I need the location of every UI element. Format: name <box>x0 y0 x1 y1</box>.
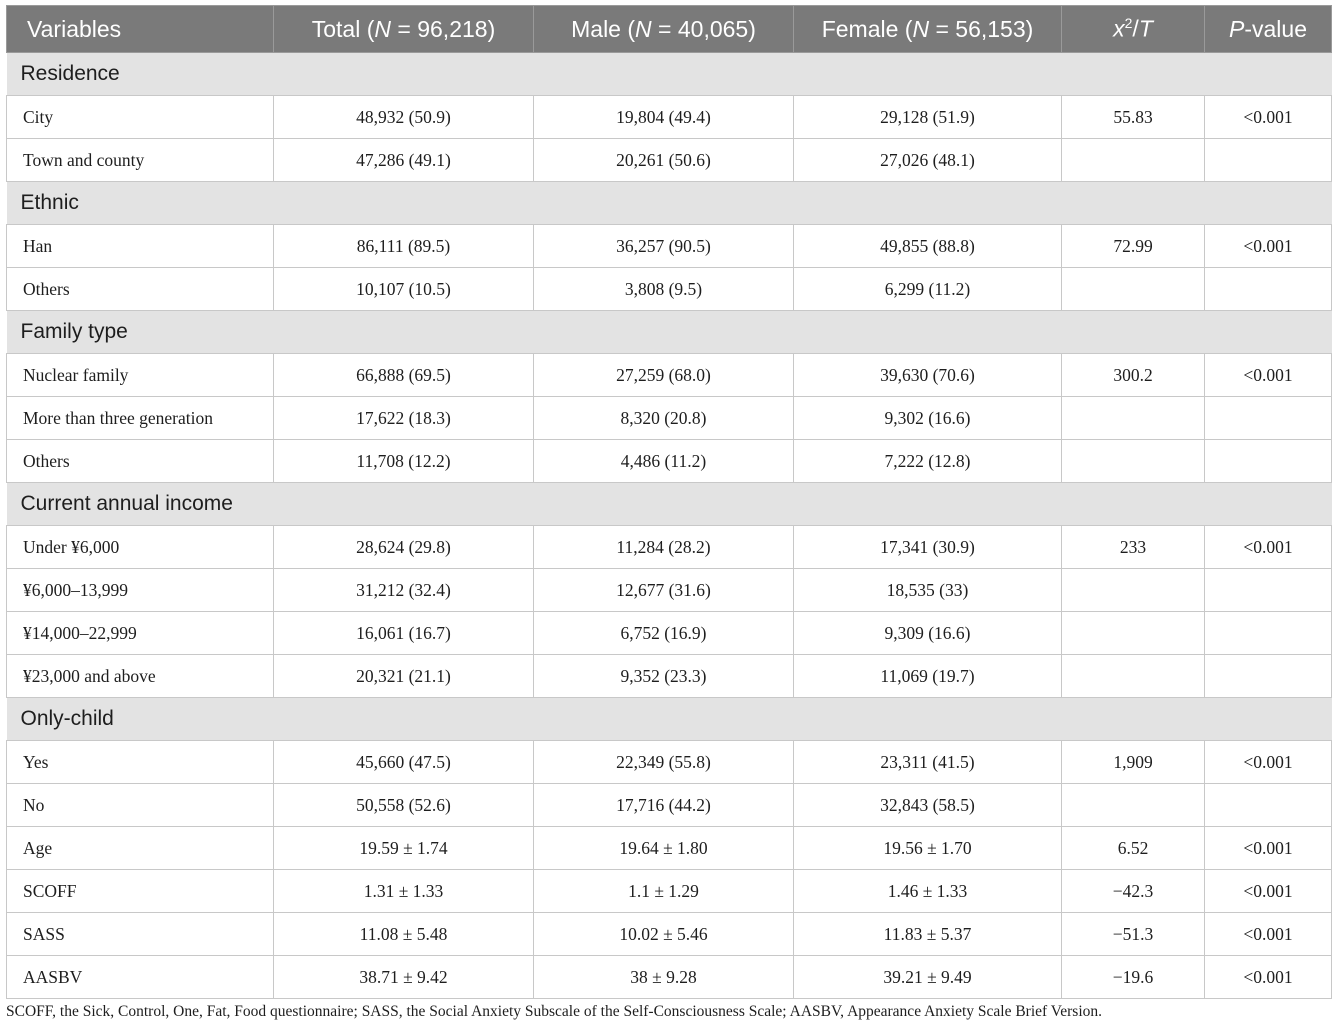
cell-male: 22,349 (55.8) <box>534 741 794 784</box>
cell-male: 38 ± 9.28 <box>534 956 794 999</box>
cell-female: 9,302 (16.6) <box>794 397 1062 440</box>
cell-stat <box>1062 612 1205 655</box>
cell-female: 11,069 (19.7) <box>794 655 1062 698</box>
cell-total: 45,660 (47.5) <box>274 741 534 784</box>
section-row <box>7 182 1332 225</box>
cell-female: 49,855 (88.8) <box>794 225 1062 268</box>
cell-male: 8,320 (20.8) <box>534 397 794 440</box>
section-title: Ethnic <box>7 182 1332 225</box>
cell-p <box>1205 655 1332 698</box>
cell-p: <0.001 <box>1205 913 1332 956</box>
section-title: Residence <box>7 53 1332 96</box>
section-row <box>7 483 1332 526</box>
cell-label: Others <box>7 440 274 483</box>
cell-total: 11.08 ± 5.48 <box>274 913 534 956</box>
cell-total: 50,558 (52.6) <box>274 784 534 827</box>
cell-total: 47,286 (49.1) <box>274 139 534 182</box>
table-row <box>7 354 1332 397</box>
cell-p: <0.001 <box>1205 741 1332 784</box>
demographics-table <box>6 5 1332 999</box>
cell-label: City <box>7 96 274 139</box>
table-row <box>7 612 1332 655</box>
cell-male: 4,486 (11.2) <box>534 440 794 483</box>
table-row <box>7 225 1332 268</box>
table-row <box>7 827 1332 870</box>
cell-label: SCOFF <box>7 870 274 913</box>
cell-stat: 233 <box>1062 526 1205 569</box>
cell-label: Yes <box>7 741 274 784</box>
header-male: Male (N = 40,065) <box>534 6 794 53</box>
cell-label: Others <box>7 268 274 311</box>
cell-p <box>1205 440 1332 483</box>
cell-total: 16,061 (16.7) <box>274 612 534 655</box>
header-row <box>7 6 1332 53</box>
cell-total: 20,321 (21.1) <box>274 655 534 698</box>
cell-male: 27,259 (68.0) <box>534 354 794 397</box>
cell-female: 23,311 (41.5) <box>794 741 1062 784</box>
cell-female: 17,341 (30.9) <box>794 526 1062 569</box>
section-row <box>7 698 1332 741</box>
cell-stat: −42.3 <box>1062 870 1205 913</box>
cell-stat <box>1062 397 1205 440</box>
table-row <box>7 913 1332 956</box>
cell-female: 29,128 (51.9) <box>794 96 1062 139</box>
cell-female: 6,299 (11.2) <box>794 268 1062 311</box>
cell-total: 17,622 (18.3) <box>274 397 534 440</box>
section-title: Only-child <box>7 698 1332 741</box>
cell-p: <0.001 <box>1205 96 1332 139</box>
cell-female: 7,222 (12.8) <box>794 440 1062 483</box>
cell-stat: 300.2 <box>1062 354 1205 397</box>
cell-male: 3,808 (9.5) <box>534 268 794 311</box>
cell-p <box>1205 268 1332 311</box>
cell-stat: −19.6 <box>1062 956 1205 999</box>
cell-male: 17,716 (44.2) <box>534 784 794 827</box>
cell-female: 32,843 (58.5) <box>794 784 1062 827</box>
table-row <box>7 139 1332 182</box>
cell-stat <box>1062 139 1205 182</box>
cell-male: 11,284 (28.2) <box>534 526 794 569</box>
cell-male: 9,352 (23.3) <box>534 655 794 698</box>
cell-stat <box>1062 655 1205 698</box>
table-row <box>7 268 1332 311</box>
cell-label: Nuclear family <box>7 354 274 397</box>
cell-label: SASS <box>7 913 274 956</box>
section-title: Family type <box>7 311 1332 354</box>
cell-female: 39.21 ± 9.49 <box>794 956 1062 999</box>
cell-total: 19.59 ± 1.74 <box>274 827 534 870</box>
cell-p <box>1205 612 1332 655</box>
cell-label: ¥14,000–22,999 <box>7 612 274 655</box>
cell-stat <box>1062 784 1205 827</box>
header-total: Total (N = 96,218) <box>274 6 534 53</box>
cell-male: 12,677 (31.6) <box>534 569 794 612</box>
cell-total: 38.71 ± 9.42 <box>274 956 534 999</box>
section-title: Current annual income <box>7 483 1332 526</box>
cell-male: 20,261 (50.6) <box>534 139 794 182</box>
cell-label: More than three generation <box>7 397 274 440</box>
cell-p: <0.001 <box>1205 354 1332 397</box>
cell-label: Under ¥6,000 <box>7 526 274 569</box>
cell-male: 19.64 ± 1.80 <box>534 827 794 870</box>
cell-male: 19,804 (49.4) <box>534 96 794 139</box>
table-header <box>7 6 1332 53</box>
cell-total: 28,624 (29.8) <box>274 526 534 569</box>
cell-total: 10,107 (10.5) <box>274 268 534 311</box>
table-row <box>7 870 1332 913</box>
cell-stat: −51.3 <box>1062 913 1205 956</box>
header-female: Female (N = 56,153) <box>794 6 1062 53</box>
table-row <box>7 741 1332 784</box>
cell-label: Age <box>7 827 274 870</box>
cell-female: 18,535 (33) <box>794 569 1062 612</box>
table-row <box>7 96 1332 139</box>
table-row <box>7 569 1332 612</box>
cell-female: 27,026 (48.1) <box>794 139 1062 182</box>
table-row <box>7 956 1332 999</box>
cell-label: AASBV <box>7 956 274 999</box>
cell-total: 66,888 (69.5) <box>274 354 534 397</box>
cell-female: 19.56 ± 1.70 <box>794 827 1062 870</box>
cell-stat <box>1062 569 1205 612</box>
cell-total: 11,708 (12.2) <box>274 440 534 483</box>
table-body <box>7 53 1332 999</box>
cell-stat <box>1062 440 1205 483</box>
header-p-value: P-value <box>1205 6 1332 53</box>
cell-female: 11.83 ± 5.37 <box>794 913 1062 956</box>
cell-p <box>1205 139 1332 182</box>
table-row <box>7 655 1332 698</box>
cell-p: <0.001 <box>1205 526 1332 569</box>
cell-label: No <box>7 784 274 827</box>
cell-p: <0.001 <box>1205 827 1332 870</box>
cell-total: 48,932 (50.9) <box>274 96 534 139</box>
cell-label: ¥6,000–13,999 <box>7 569 274 612</box>
cell-label: ¥23,000 and above <box>7 655 274 698</box>
cell-stat: 72.99 <box>1062 225 1205 268</box>
cell-male: 6,752 (16.9) <box>534 612 794 655</box>
cell-male: 10.02 ± 5.46 <box>534 913 794 956</box>
cell-label: Town and county <box>7 139 274 182</box>
table-row <box>7 784 1332 827</box>
cell-p: <0.001 <box>1205 870 1332 913</box>
section-row <box>7 311 1332 354</box>
table-footnote: SCOFF, the Sick, Control, One, Fat, Food questionnaire; SASS, the Social Anxiety Subscale of the Self-Consciousness Scale; AASBV, Appearance Anxiety Scale Brief Version. <box>6 1003 1103 1020</box>
cell-p <box>1205 784 1332 827</box>
cell-stat: 6.52 <box>1062 827 1205 870</box>
cell-p: <0.001 <box>1205 225 1332 268</box>
cell-male: 36,257 (90.5) <box>534 225 794 268</box>
cell-total: 1.31 ± 1.33 <box>274 870 534 913</box>
cell-total: 86,111 (89.5) <box>274 225 534 268</box>
cell-male: 1.1 ± 1.29 <box>534 870 794 913</box>
cell-label: Han <box>7 225 274 268</box>
cell-p <box>1205 397 1332 440</box>
cell-p <box>1205 569 1332 612</box>
header-variables: Variables <box>7 6 274 53</box>
table-row <box>7 440 1332 483</box>
cell-stat: 1,909 <box>1062 741 1205 784</box>
cell-female: 9,309 (16.6) <box>794 612 1062 655</box>
section-row <box>7 53 1332 96</box>
cell-total: 31,212 (32.4) <box>274 569 534 612</box>
cell-stat <box>1062 268 1205 311</box>
cell-female: 1.46 ± 1.33 <box>794 870 1062 913</box>
header-statistic: $x^2/T$ <box>1062 6 1205 53</box>
cell-female: 39,630 (70.6) <box>794 354 1062 397</box>
table-row <box>7 526 1332 569</box>
table-row <box>7 397 1332 440</box>
cell-stat: 55.83 <box>1062 96 1205 139</box>
cell-p: <0.001 <box>1205 956 1332 999</box>
